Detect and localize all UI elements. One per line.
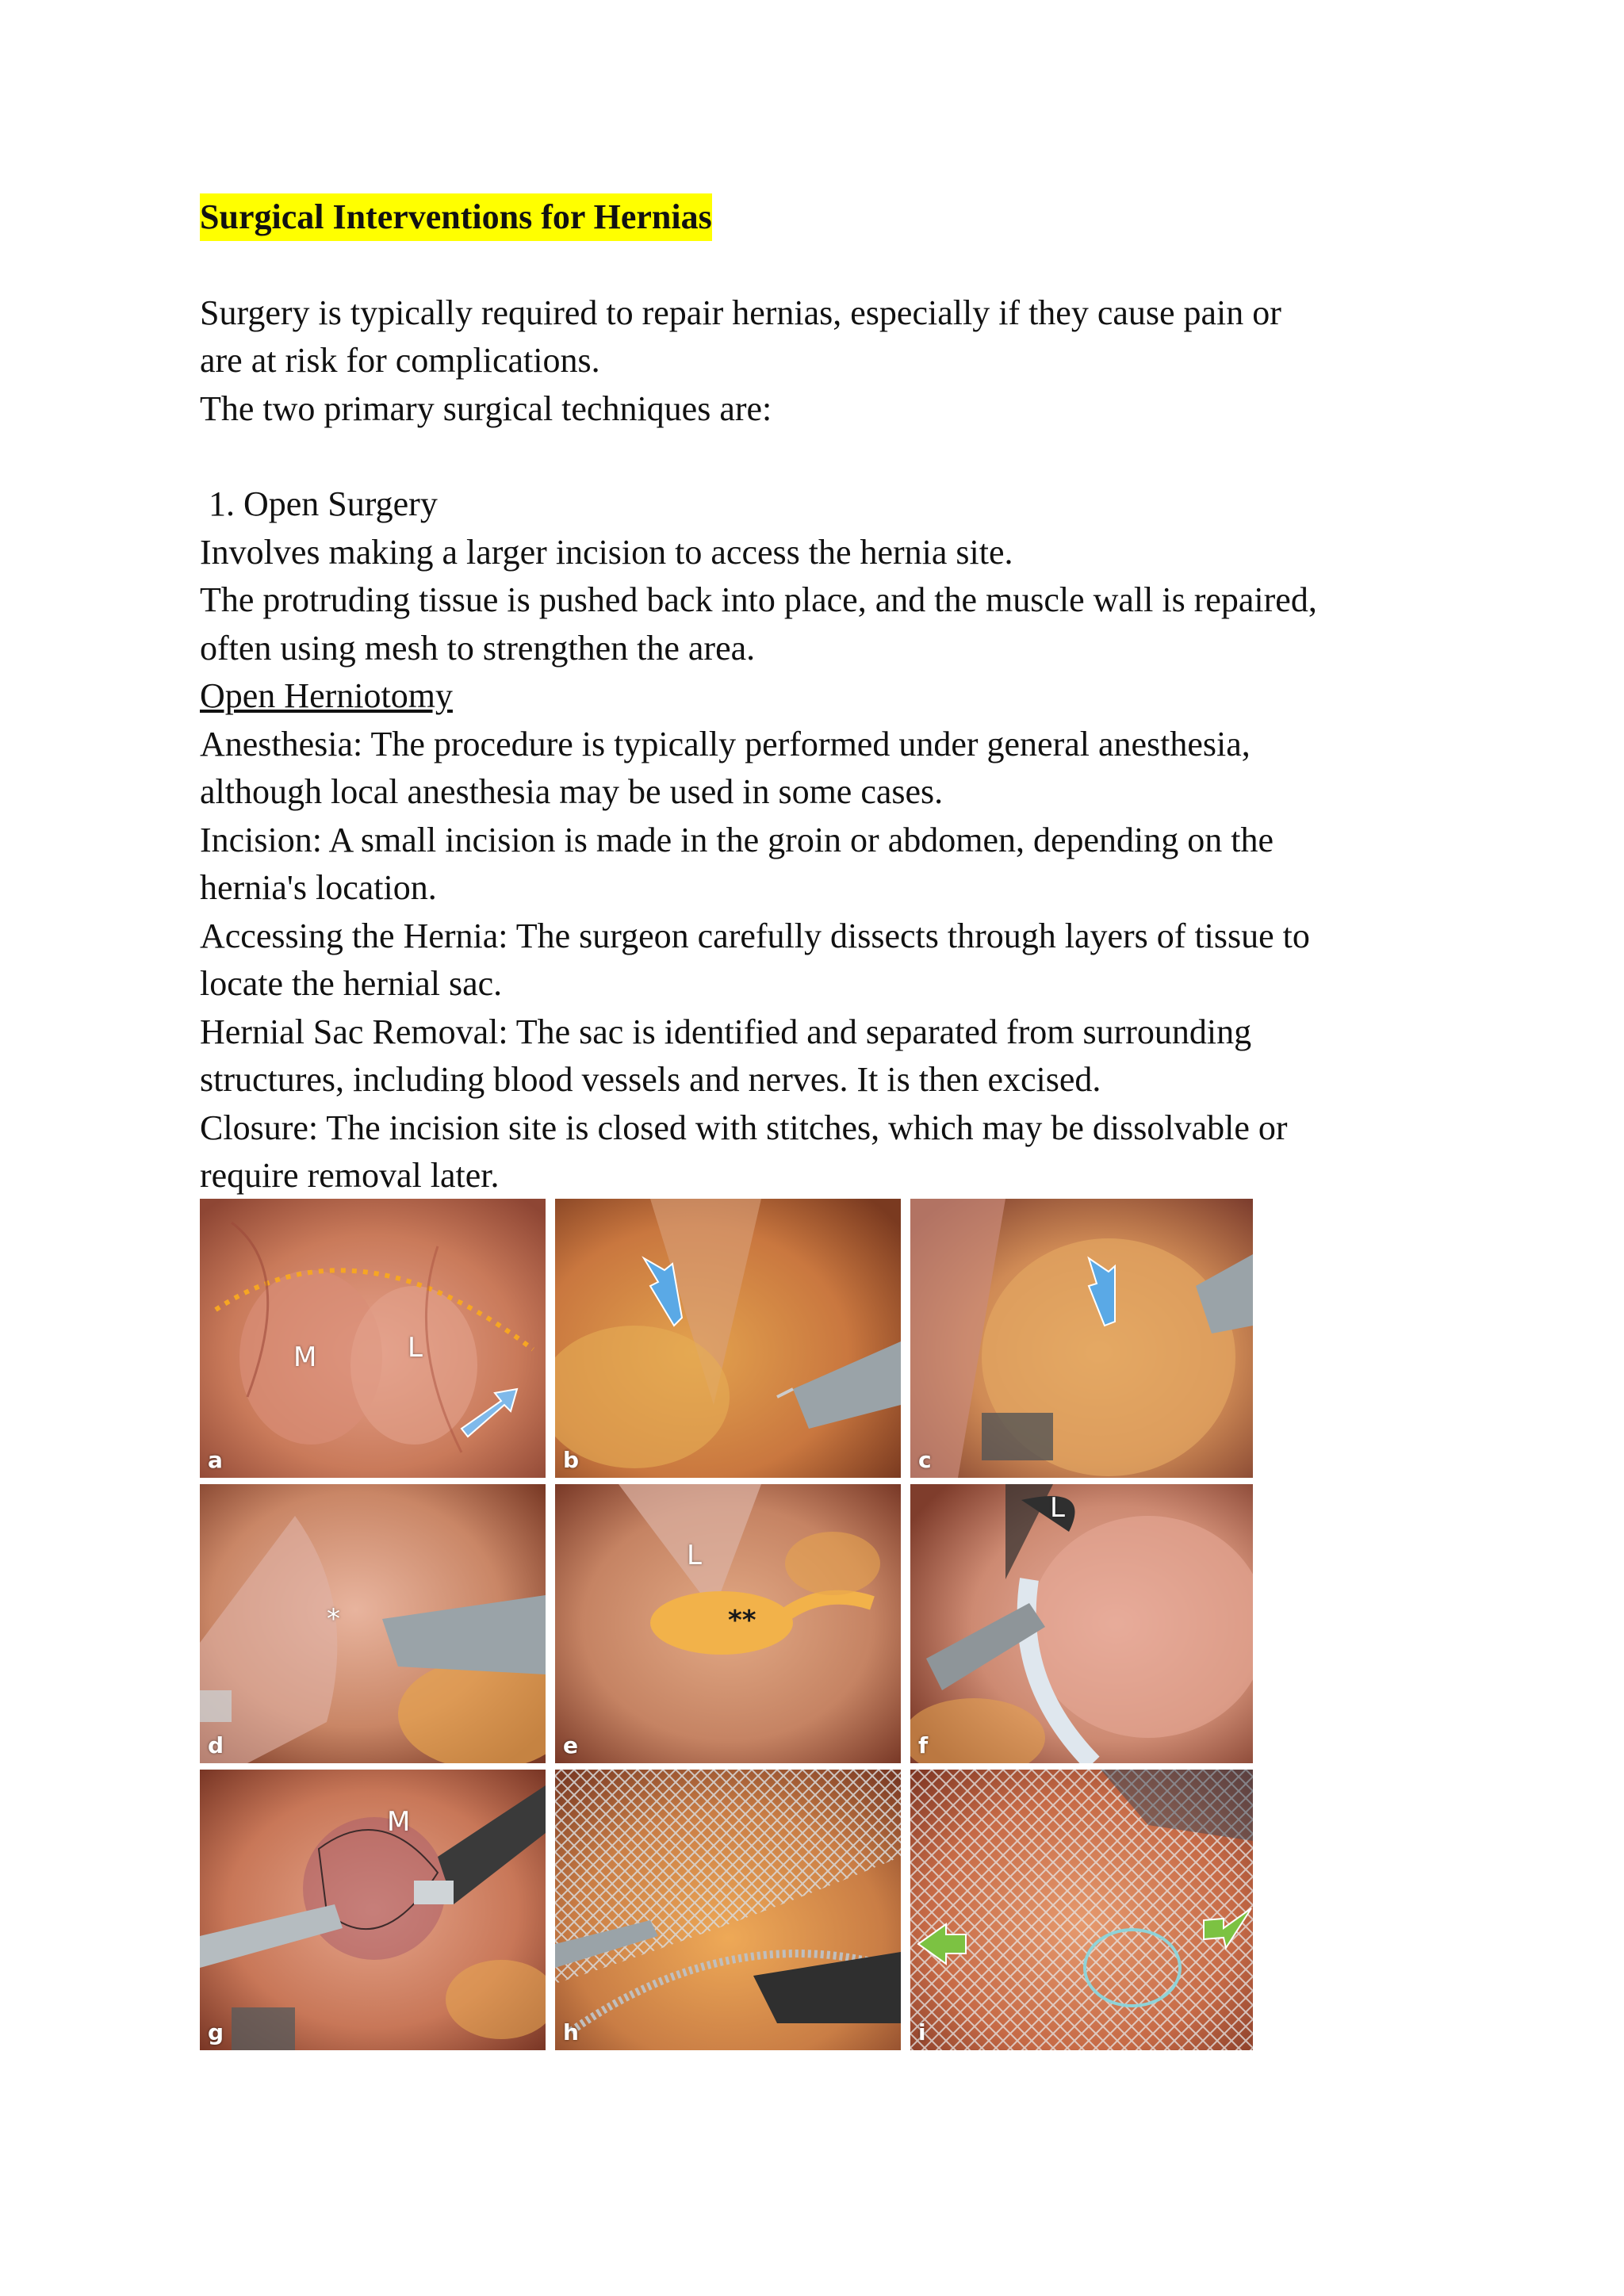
- step-line: Hernial Sac Removal: The sac is identified and separated from surrounding: [200, 1012, 1252, 1051]
- document-text: [200, 193, 1437, 1200]
- marker-l: L: [408, 1332, 423, 1364]
- step-line: Anesthesia: The procedure is typically performed under general anesthesia,: [200, 724, 1251, 763]
- step-line: require removal later.: [200, 1156, 500, 1195]
- figure-panel-e: [555, 1484, 901, 1763]
- panel-h-photo: [555, 1770, 901, 2050]
- marker-l: L: [687, 1540, 702, 1571]
- panel-c-photo: [910, 1199, 1253, 1478]
- subheading: Open Herniotomy: [200, 676, 453, 715]
- figure-panel-b: [555, 1199, 901, 1478]
- panel-d-photo: [200, 1484, 546, 1763]
- marker-double-asterisk: **: [728, 1605, 756, 1636]
- panel-label: h: [563, 2019, 579, 2045]
- marker-l: L: [1050, 1492, 1065, 1524]
- step-line: Accessing the Hernia: The surgeon carefully dissects through layers of tissue to: [200, 916, 1310, 955]
- figure-panel-f: [910, 1484, 1253, 1763]
- step-line: hernia's location.: [200, 868, 437, 907]
- panel-label: g: [208, 2019, 224, 2045]
- intro-line: are at risk for complications.: [200, 341, 600, 380]
- surgical-figure-grid: [200, 1199, 1253, 2050]
- panel-label: c: [918, 1447, 932, 1473]
- figure-panel-h: [555, 1770, 901, 2050]
- marker-asterisk: *: [327, 1603, 340, 1635]
- panel-label: f: [918, 1732, 929, 1758]
- panel-label: i: [918, 2019, 926, 2045]
- panel-g-photo: [200, 1770, 546, 2050]
- figure-panel-d: [200, 1484, 546, 1763]
- step-line: Closure: The incision site is closed with stitches, which may be dissolvable or: [200, 1108, 1288, 1147]
- marker-m: M: [387, 1806, 411, 1838]
- section-heading: 1. Open Surgery: [200, 484, 438, 523]
- document-title: Surgical Interventions for Hernias: [200, 193, 712, 241]
- figure-panel-a: [200, 1199, 546, 1478]
- panel-a-photo: [200, 1199, 546, 1478]
- panel-i-photo: [910, 1770, 1253, 2050]
- panel-label: b: [563, 1447, 580, 1473]
- section-body-line: Involves making a larger incision to access the hernia site.: [200, 532, 1013, 572]
- section-body-line: often using mesh to strengthen the area.: [200, 628, 756, 668]
- section-body-line: The protruding tissue is pushed back into place, and the muscle wall is repaired,: [200, 580, 1317, 619]
- figure-panel-g: [200, 1770, 546, 2050]
- panel-b-photo: [555, 1199, 901, 1478]
- panel-label: d: [208, 1732, 224, 1758]
- panel-label: a: [208, 1447, 223, 1473]
- panel-f-photo: [910, 1484, 1253, 1763]
- panel-label: e: [563, 1732, 578, 1758]
- intro-line: The two primary surgical techniques are:: [200, 388, 772, 428]
- step-line: although local anesthesia may be used in some cases.: [200, 772, 944, 811]
- step-line: Incision: A small incision is made in the groin or abdomen, depending on the: [200, 820, 1274, 859]
- step-line: structures, including blood vessels and nerves. It is then excised.: [200, 1060, 1101, 1099]
- marker-m: M: [293, 1341, 317, 1373]
- step-line: locate the hernial sac.: [200, 964, 503, 1003]
- figure-panel-i: [910, 1770, 1253, 2050]
- intro-line: Surgery is typically required to repair hernias, especially if they cause pain or: [200, 293, 1281, 332]
- figure-panel-c: [910, 1199, 1253, 1478]
